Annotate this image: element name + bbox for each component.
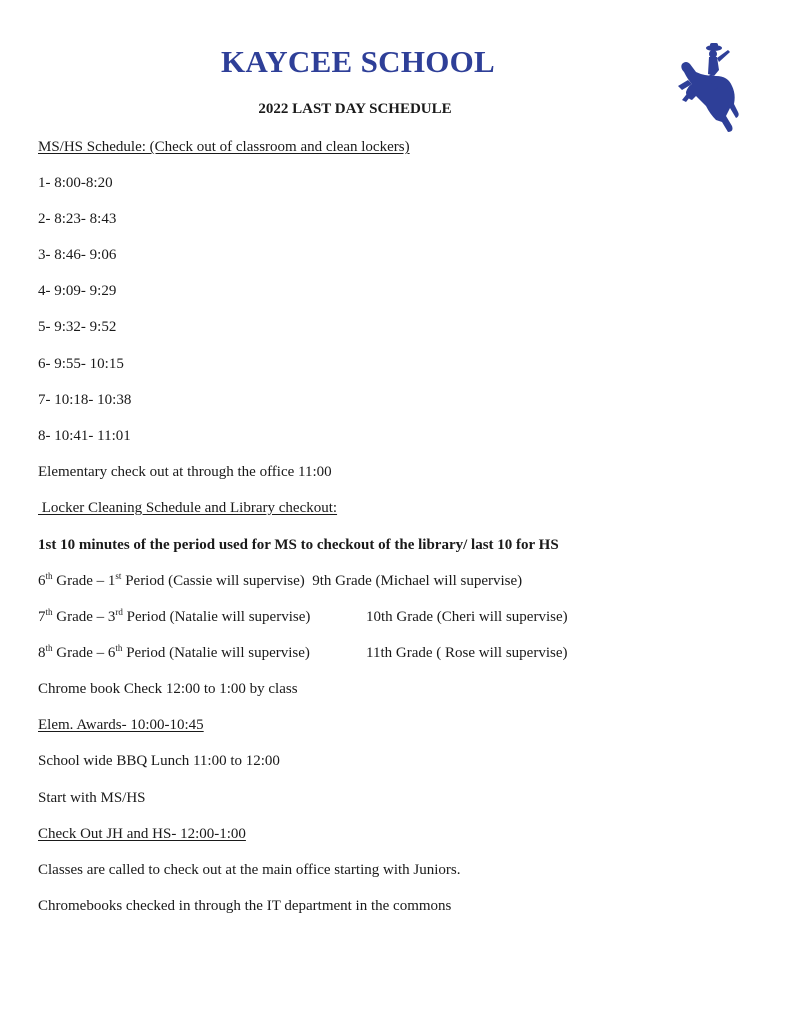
period-6: 6- 9:55- 10:15: [38, 356, 124, 372]
period-7: 7- 10:18- 10:38: [38, 392, 132, 408]
schedule-subtitle: 2022 LAST DAY SCHEDULE: [258, 101, 452, 117]
bucking-horse-rider-icon: [676, 42, 742, 134]
library-checkout-note: 1st 10 minutes of the period used for MS to checkout of the library/ last 10 for HS: [38, 537, 559, 553]
bbq-lunch-note: School wide BBQ Lunch 11:00 to 12:00: [38, 753, 280, 769]
locker-row-10th: 10th Grade (Cheri will supervise): [366, 609, 568, 625]
start-note: Start with MS/HS: [38, 790, 146, 806]
ms-hs-schedule-heading: MS/HS Schedule: (Check out of classroom and clean lockers): [38, 139, 410, 155]
elem-awards-heading: Elem. Awards- 10:00-10:45: [38, 717, 204, 733]
period-8: 8- 10:41- 11:01: [38, 428, 131, 444]
locker-row-6th: 6th Grade – 1st Period (Cassie will supervise) 9th Grade (Michael will supervise): [38, 571, 523, 589]
period-3: 3- 8:46- 9:06: [38, 247, 117, 263]
period-1: 1- 8:00-8:20: [38, 175, 113, 191]
chromebook-check-note: Chrome book Check 12:00 to 1:00 by class: [38, 681, 298, 697]
period-5: 5- 9:32- 9:52: [38, 319, 117, 335]
period-4: 4- 9:09- 9:29: [38, 283, 117, 299]
locker-row-11th: 11th Grade ( Rose will supervise): [366, 645, 568, 661]
locker-row-8th: 8th Grade – 6th Period (Natalie will supervise): [38, 643, 310, 661]
classes-checkout-note: Classes are called to check out at the main office starting with Juniors.: [38, 862, 461, 878]
locker-row-7th: 7th Grade – 3rd Period (Natalie will supervise): [38, 607, 311, 625]
checkout-jh-hs-heading: Check Out JH and HS- 12:00-1:00: [38, 826, 246, 842]
locker-cleaning-heading: Locker Cleaning Schedule and Library checkout:: [38, 500, 338, 516]
elementary-checkout-note: Elementary check out at through the office 11:00: [38, 464, 332, 480]
chromebooks-checkin-note: Chromebooks checked in through the IT department in the commons: [38, 898, 452, 914]
period-2: 2- 8:23- 8:43: [38, 211, 117, 227]
school-title: KAYCEE SCHOOL: [220, 44, 496, 79]
